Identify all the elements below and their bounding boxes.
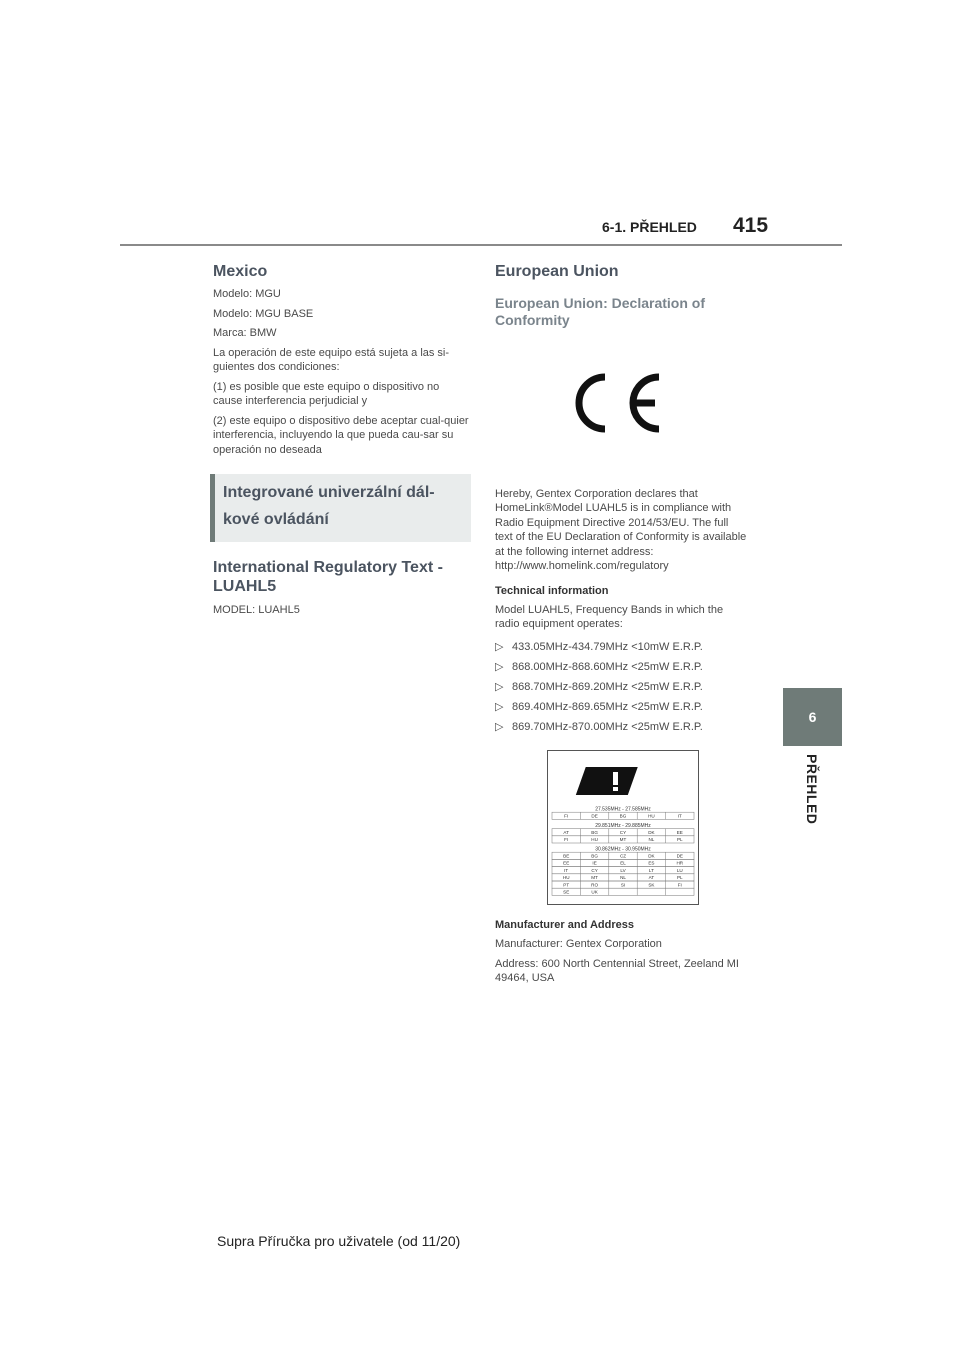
band-item: ▷ 869.70MHz-870.00MHz <25mW E.R.P. [495, 720, 703, 733]
country-code: SK [648, 882, 655, 888]
country-code: PT [563, 882, 570, 888]
band-item: ▷ 868.00MHz-868.60MHz <25mW E.R.P. [495, 660, 703, 673]
country-code: DE [676, 853, 683, 859]
country-code: DE [591, 813, 598, 819]
country-code: EE [676, 829, 683, 835]
warning-icon [576, 767, 638, 795]
band1-title: 27.535MHz - 27.585MHz [595, 806, 651, 813]
country-code: AT [648, 875, 655, 881]
section-banner [210, 474, 471, 542]
mexico-line: Marca: BMW [213, 327, 277, 340]
tech-heading: Technical information [495, 584, 609, 597]
declaration-text: Hereby, Gentex Corporation declares that HomeLink®Model LUAHL5 is in compliance with Radio Equipment Directive 2014/53/EU. The full text of the EU Declaration of Conformity is available at the following internet address: http://www.homelink.com/regulatory [495, 487, 747, 573]
country-code: HU [562, 875, 570, 881]
mfr-heading: Manufacturer and Address [495, 919, 634, 931]
bullet-icon: ▷ [495, 680, 504, 693]
country-code: FI [677, 882, 682, 888]
header-divider [120, 244, 842, 246]
country-code: PL [676, 837, 683, 843]
country-code: IT [677, 813, 682, 819]
manufacturer-section [495, 918, 747, 991]
band-item: ▷ 869.40MHz-869.65MHz <25mW E.R.P. [495, 700, 703, 713]
country-code: LV [620, 867, 626, 873]
country-code: HU [591, 837, 598, 843]
country-code: MT [591, 875, 598, 881]
chapter-tab[interactable] [783, 688, 842, 746]
label-table-row [552, 888, 694, 895]
band-item: ▷ 433.05MHz-434.79MHz <10mW E.R.P. [495, 640, 703, 653]
address-line: Address: 600 North Centennial Street, Zeeland MI 49464, USA [495, 957, 739, 984]
country-code: HR [676, 860, 684, 866]
country-code: EL [620, 860, 626, 866]
country-code: SE [563, 889, 570, 895]
band3-title: 30.862MHz - 30.950MHz [595, 846, 651, 853]
ce-mark-container [495, 371, 747, 445]
country-code: MT [619, 837, 627, 843]
country-code: LT [648, 867, 654, 873]
ce-mark-icon [575, 371, 665, 435]
page-number: 415 [733, 214, 769, 237]
bullet-icon: ▷ [495, 720, 504, 733]
bullet-icon: ▷ [495, 700, 504, 713]
country-code: AT [563, 829, 569, 835]
country-code: IT [564, 867, 569, 873]
country-code: CY [591, 867, 598, 873]
bullet-icon: ▷ [495, 640, 504, 653]
country-code: BG [619, 813, 627, 819]
mfr-line: Manufacturer: Gentex Corporation [495, 938, 662, 950]
country-code: BG [591, 829, 598, 835]
country-code: IE [592, 860, 597, 866]
country-code: DK [648, 853, 655, 859]
country-code: PL [676, 875, 683, 881]
country-code: UK [591, 889, 598, 895]
country-code: BG [591, 853, 598, 859]
right-column [495, 262, 747, 740]
country-code: FI [564, 837, 569, 843]
mexico-heading: Mexico [213, 263, 268, 280]
country-code: HU [648, 813, 655, 819]
country-code: SI [620, 882, 626, 888]
country-code: CZ [619, 853, 627, 859]
regulatory-label-graphic [548, 751, 698, 904]
country-code: BE [563, 853, 570, 859]
chapter-label: PŘEHLED [804, 754, 820, 825]
regulatory-label [547, 750, 699, 905]
country-code: DK [648, 829, 655, 835]
bullet-icon: ▷ [495, 660, 504, 673]
country-code: NL [620, 875, 626, 881]
eu-heading: European Union [495, 263, 619, 280]
country-code: FI [564, 813, 569, 819]
country-code: CY [619, 829, 627, 835]
intl-model: MODEL: LUAHL5 [213, 603, 300, 616]
band-item: ▷ 868.70MHz-869.20MHz <25mW E.R.P. [495, 680, 703, 693]
country-code: NL [648, 837, 655, 843]
mexico-line: La operación de este equipo está sujeta a las si-guientes dos condiciones: [213, 346, 450, 374]
banner-line: Integrované univerzální dál- [223, 484, 435, 502]
banner-line: kové ovládání [223, 511, 329, 529]
country-code: LU [676, 867, 683, 873]
mexico-line: (2) este equipo o dispositivo debe aceptar cual-quier interferencia, incluyendo la que pueda cau-sar su operación no deseada [213, 414, 469, 456]
country-code: ES [648, 860, 655, 866]
mexico-line: Modelo: MGU BASE [213, 307, 314, 320]
chapter-number: 6 [808, 709, 817, 725]
intl-heading: International Regulatory Text - LUAHL5 [213, 559, 443, 596]
country-code: RO [591, 882, 599, 888]
footer-text: Supra Příručka pro uživatele (od 11/20) [217, 1233, 461, 1249]
country-code: EE [563, 860, 570, 866]
mexico-line: Modelo: MGU [213, 288, 281, 301]
left-column [213, 262, 471, 622]
band2-title: 29.851MHz - 29.885MHz [595, 822, 651, 829]
section-title: 6-1. PŘEHLED [602, 219, 697, 235]
tech-text: Model LUAHL5, Frequency Bands in which the radio equipment operates: [495, 603, 724, 631]
mexico-line: (1) es posible que este equipo o dispositivo no cause interferencia perjudicial y [213, 380, 440, 408]
eu-subheading: European Union: Declaration of Conformity [495, 295, 706, 328]
